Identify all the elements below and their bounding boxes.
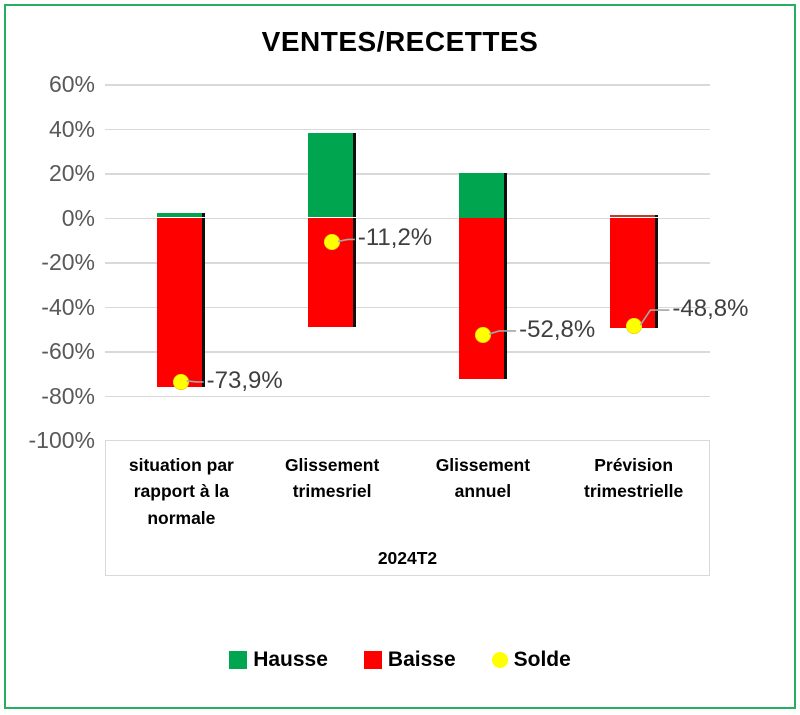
category-axis-box [105,440,710,576]
category-label-situation: situation par rapport à la normale [128,455,234,528]
y-axis-tick-label: -80% [41,382,95,409]
gridline [105,173,710,175]
bar-baisse-segment [459,218,507,380]
bar-baisse-segment [157,218,205,387]
legend-label: Hausse [253,648,328,671]
solde-marker [626,318,642,334]
chart-legend [0,648,800,672]
solde-data-label: -48,8% [672,295,749,323]
period-label: 2024T2 [377,548,438,568]
gridline [105,84,710,86]
chart-title: VENTES/RECETTES [261,26,539,57]
legend-label: Solde [513,648,571,671]
y-axis-tick-label: 0% [61,204,95,231]
y-axis-tick-label: -20% [41,249,95,275]
gridline [105,129,710,131]
bar-hausse-segment [459,173,507,218]
y-axis-tick-label: 20% [48,160,95,186]
y-axis-tick-label: -60% [41,338,95,364]
y-axis-tick-label: -100% [28,427,95,453]
legend-label: Baisse [387,648,456,671]
legend-item-hausse [229,648,328,672]
bar-baisse-segment [610,218,658,329]
solde-marker [173,374,189,390]
solde-swatch-icon [492,652,508,668]
y-axis-tick-label: 60% [48,71,95,97]
legend-item-solde [492,648,571,672]
y-axis-tick-label: -40% [41,293,95,320]
baisse-swatch-icon [364,651,382,669]
category-label-glissement-trimestriel: Glissement trimesriel [284,455,380,502]
hausse-swatch-icon [229,651,247,669]
solde-data-label: -52,8% [519,315,596,343]
bar-hausse-segment [308,133,356,218]
category-label-glissement-annuel: Glissement annuel [435,455,531,502]
y-axis-tick-label: 40% [48,115,95,142]
solde-marker [475,327,491,343]
category-label-prevision: Prévision trimestrielle [584,455,684,502]
legend-item-baisse [364,648,456,672]
gridline [105,396,710,398]
solde-data-label: -11,2% [357,224,433,252]
solde-data-label: -73,9% [206,366,283,394]
